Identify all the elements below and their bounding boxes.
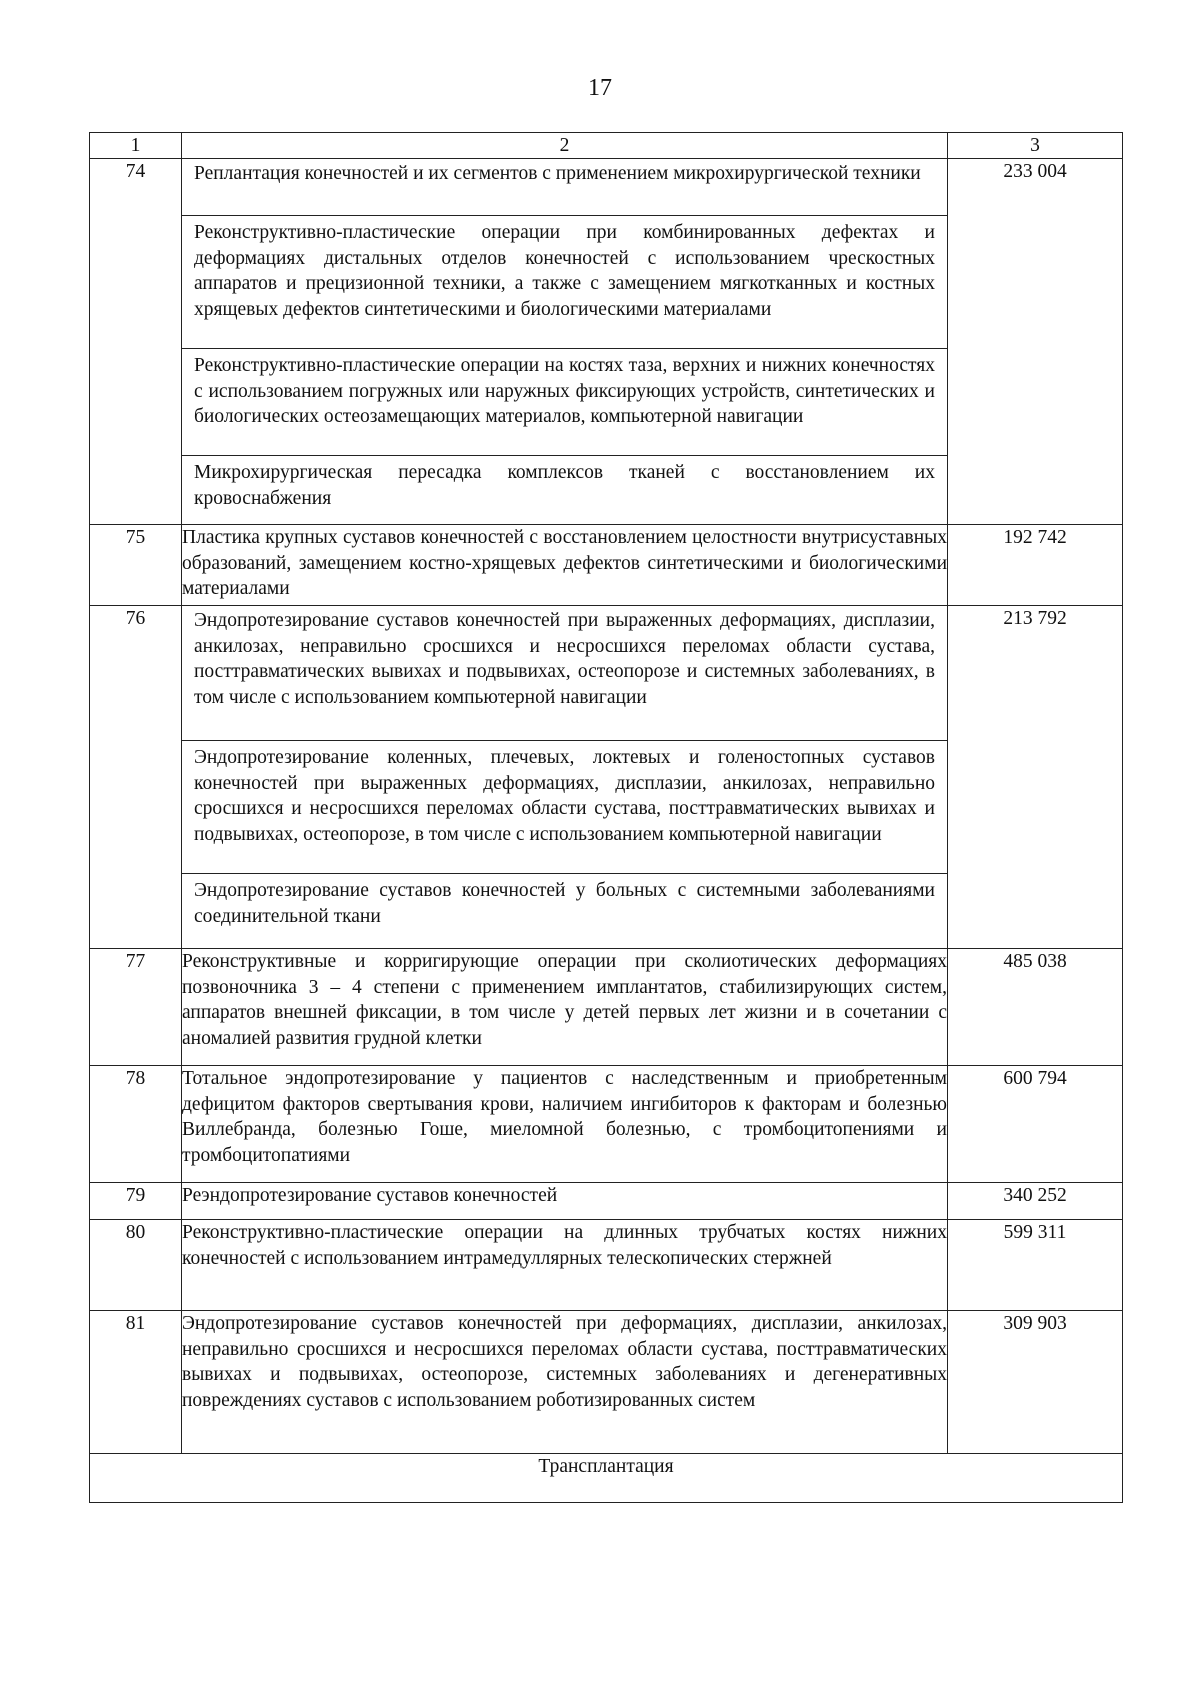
procedure-description: Тотальное эндопротезирование у пациентов с наследственным и приобретенным дефицитом факторов свертывания крови, наличием ингибиторов к факторам и болезнью Виллебранда, болезнью Гоше, миеломной болезнью, с тромбоцитопениями и тромбоцитопатиями (182, 1066, 948, 1183)
table-row (90, 1066, 1123, 1183)
row-number: 81 (90, 1311, 182, 1454)
procedure-description: Эндопротезирование суставов конечностей при выраженных деформациях, дисплазии, анкилозах, неправильно сросшихся и несросшихся переломах области сустава, посттравматических вывихах и подвывихах, остеопорозе и системных заболеваниях, в том числе с использованием компьютерной навигации (182, 606, 947, 741)
column-header-1: 1 (90, 133, 182, 159)
row-number: 76 (90, 606, 182, 949)
row-number: 78 (90, 1066, 182, 1183)
page-number: 17 (588, 75, 612, 101)
table-row (90, 525, 1123, 606)
procedure-description: Реконструктивно-пластические операции при комбинированных дефектах и деформациях дистальных отделов конечностей с использованием чрескостных аппаратов и прецизионной техники, а также с замещением мягкотканных и костных хрящевых дефектов синтетическими и биологическими материалами (182, 216, 947, 349)
table-row (90, 159, 1123, 525)
procedure-description: Реэндопротезирование суставов конечностей (182, 1183, 948, 1220)
row-price: 213 792 (948, 606, 1123, 949)
column-header-3: 3 (948, 133, 1123, 159)
column-header-2: 2 (182, 133, 948, 159)
section-title: Трансплантация (90, 1454, 1123, 1503)
procedures-table (89, 132, 1123, 1503)
row-number: 75 (90, 525, 182, 606)
row-price: 309 903 (948, 1311, 1123, 1454)
procedure-description: Микрохирургическая пересадка комплексов тканей с восстановлением их кровоснабжения (194, 462, 935, 509)
procedure-description: Эндопротезирование суставов конечностей при деформациях, дисплазии, анкилозах, неправильно сросшихся и несросшихся переломах области сустава, посттравматических вывихах и подвывихах, остеопорозе, системных заболеваниях и дегенеративных повреждениях суставов с использованием роботизированных систем (182, 1311, 948, 1454)
procedure-description: Пластика крупных суставов конечностей с восстановлением целостности внутрисуставных образований, замещением костно-хрящевых дефектов синтетическими и биологическими материалами (182, 525, 948, 606)
procedure-description: Реконструктивно-пластические операции на костях таза, верхних и нижних конечностях с использованием погружных или наружных фиксирующих устройств, синтетических и биологических остеозамещающих материалов, компьютерной навигации (182, 349, 947, 456)
row-price: 340 252 (948, 1183, 1123, 1220)
row-descriptions (182, 606, 948, 949)
table-row (90, 1311, 1123, 1454)
row-number: 79 (90, 1183, 182, 1220)
row-descriptions (182, 159, 948, 525)
row-number: 74 (90, 159, 182, 525)
table-row (90, 1183, 1123, 1220)
row-price: 233 004 (948, 159, 1123, 525)
row-price: 600 794 (948, 1066, 1123, 1183)
table-row (90, 1220, 1123, 1311)
section-row (90, 1454, 1123, 1503)
row-price: 599 311 (948, 1220, 1123, 1311)
row-number: 77 (90, 949, 182, 1066)
procedure-description: Реконструктивные и корригирующие операции при сколиотических деформациях позвоночника 3 – 4 степени с применением имплантатов, стабилизирующих систем, аппаратов внешней фиксации, в том числе у детей первых лет жизни и в сочетании с аномалией развития грудной клетки (182, 949, 948, 1066)
procedure-description: Реплантация конечностей и их сегментов с применением микрохирургической техники (182, 159, 947, 216)
table-header-row (90, 133, 1123, 159)
row-number: 80 (90, 1220, 182, 1311)
procedure-description: Реконструктивно-пластические операции на длинных трубчатых костях нижних конечностей с использованием интрамедуллярных телескопических стержней (182, 1220, 948, 1311)
procedure-description: Эндопротезирование коленных, плечевых, локтевых и голеностопных суставов конечностей при выраженных деформациях, дисплазии, анкилозах, неправильно сросшихся и несросшихся переломах области сустава, посттравматических вывихах и подвывихах, остеопорозе, в том числе с использованием компьютерной навигации (182, 741, 947, 874)
row-price: 192 742 (948, 525, 1123, 606)
table-row (90, 606, 1123, 949)
table-row (90, 949, 1123, 1066)
row-price: 485 038 (948, 949, 1123, 1066)
procedure-description: Эндопротезирование суставов конечностей у больных с системными заболеваниями соединительной ткани (194, 880, 935, 927)
